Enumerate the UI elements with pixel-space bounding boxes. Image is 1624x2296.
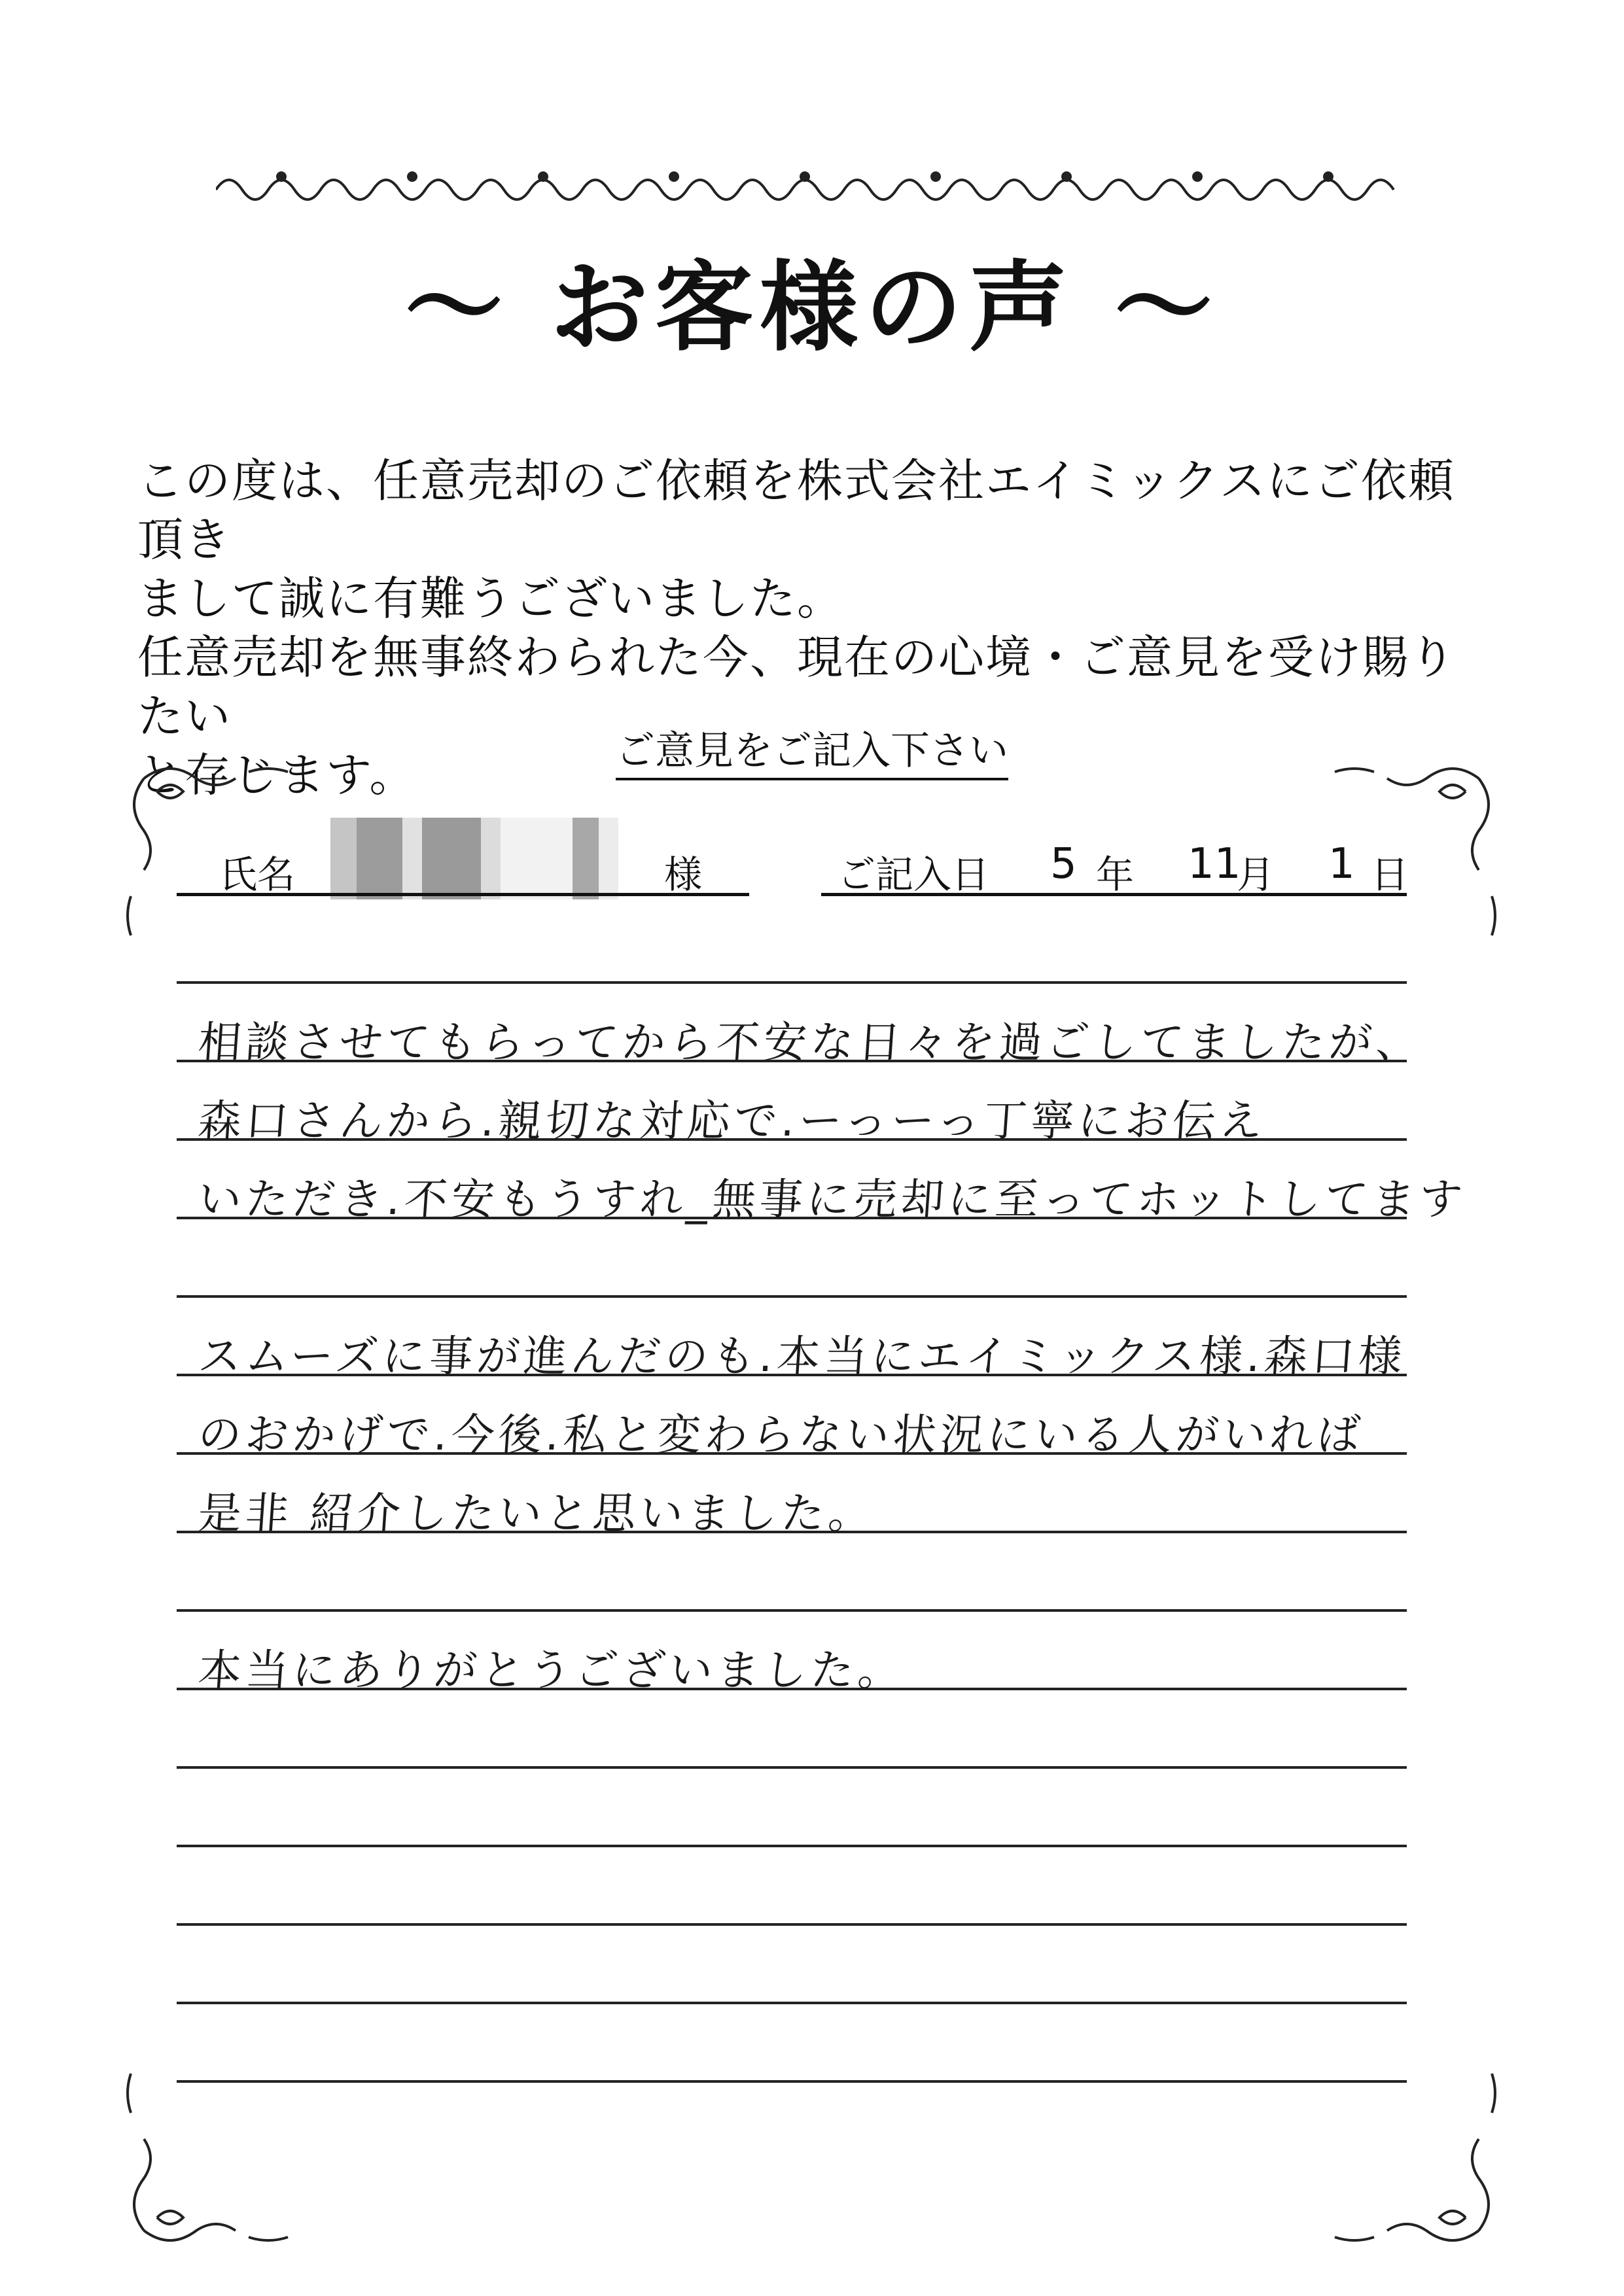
honorific-label: 様 — [664, 852, 703, 897]
date-label: ご記入日 — [838, 852, 990, 897]
intro-line-4: と存じます。 — [137, 748, 417, 802]
ruled-line — [177, 1295, 1407, 1298]
ruled-line — [177, 1845, 1407, 1847]
comment-line-7: 本当にありがとうございました。 — [196, 1645, 907, 1696]
ruled-line — [177, 1923, 1407, 1926]
intro-line-1: この度は、任意売却のご依頼を株式会社エイミックスにご依頼頂き — [137, 454, 1455, 566]
date-underline — [821, 893, 1407, 896]
ruled-line — [177, 2080, 1407, 2083]
comment-line-4: スムーズに事が進んだのも.本当にエイミックス様.森口様 — [196, 1331, 1407, 1382]
month-unit: 月 — [1237, 852, 1275, 897]
corner-ornament-bottom-right — [1309, 2061, 1505, 2257]
comment-line-3: いただき.不安もうすれ_無事に売却に至ってホットしてます — [196, 1174, 1468, 1225]
ruled-line — [177, 1766, 1407, 1769]
ruled-line — [177, 1609, 1407, 1612]
intro-line-3: 任意売却を無事終わられた今、現在の心境・ご意見を受け賜りたい — [137, 631, 1456, 743]
comment-line-6: 是非 紹介したいと思いました。 — [196, 1488, 877, 1539]
redacted-name — [330, 818, 618, 899]
year-value: 5 — [1050, 840, 1077, 888]
intro-line-2: まして誠に有難うございました。 — [137, 572, 844, 625]
month-value: 11 — [1188, 840, 1241, 888]
name-underline — [177, 893, 749, 896]
ruled-line — [177, 2002, 1407, 2004]
top-ornament-border — [216, 164, 1407, 203]
day-value: 1 — [1328, 840, 1355, 888]
page-title: ～ お客様の声 ～ — [404, 250, 1220, 365]
name-label: 氏名 — [219, 852, 296, 897]
subheading-text: ご意見をご記入下さい — [616, 728, 1008, 780]
corner-ornament-bottom-left — [118, 2061, 314, 2257]
year-unit: 年 — [1096, 852, 1135, 897]
name-date-row — [177, 840, 1409, 897]
comment-line-5: のおかげで.今後.私と変わらない状況にいる人がいれば — [196, 1410, 1366, 1460]
ruled-line — [177, 981, 1407, 984]
day-unit: 日 — [1371, 852, 1409, 897]
comment-line-1: 相談させてもらってから不安な日々を過ごしてましたが、 — [196, 1017, 1425, 1068]
comment-line-2: 森口さんから.親切な対応で.ーっーっ丁寧にお伝え — [196, 1096, 1269, 1146]
